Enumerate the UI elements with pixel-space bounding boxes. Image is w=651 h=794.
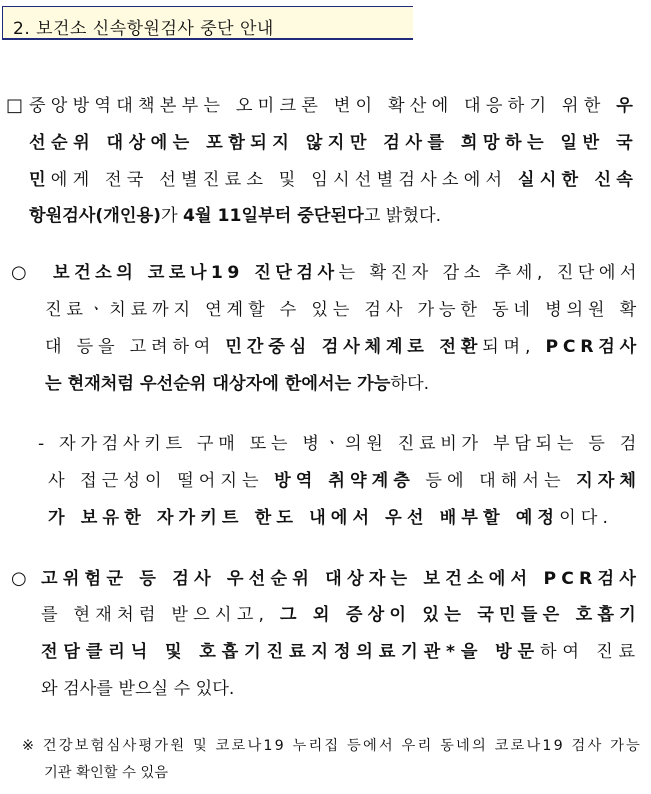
para3-line3: 전담클리닉 및 호흡기진료지정의료기관*을 방문하여 진료	[41, 642, 641, 662]
para2-line2: 진료ㆍ치료까지 연계할 수 있는 검사 가능한 동네 병의원 확	[45, 300, 641, 320]
para2-line3: 대 등을 고려하여 민간중심 검사체계로 전환되며, PCR검사	[45, 337, 641, 357]
para1-line4: 항원검사(개인용)가 4월 11일부터 중단된다고 밝혔다.	[29, 206, 442, 226]
para3-line2: 를 현재처럼 받으시고, 그 외 증상이 있는 국민들은 호흡기	[41, 605, 641, 625]
sub-line2: 사 접근성이 떨어지는 방역 취약계층 등에 대해서는 지자체	[48, 471, 642, 491]
square-bullet-icon: □	[6, 95, 24, 116]
section-title: 2. 보건소 신속항원검사 중단 안내	[13, 19, 274, 39]
para1-line2: 선순위 대상에는 포함되지 않지만 검사를 희망하는 일반 국	[29, 133, 638, 153]
para2-line4: 는 현재처럼 우선순위 대상자에 한에서는 가능하다.	[45, 374, 430, 394]
para1-line3: 민에게 전국 선별진료소 및 임시선별검사소에서 실시한 신속	[29, 170, 639, 190]
para1-line1: 중앙방역대책본부는 오미크론 변이 확산에 대응하기 위한 우	[29, 96, 638, 116]
footnote-line2: 기관 확인할 수 있음	[44, 765, 169, 781]
para3-line1: 고위험군 등 검사 우선순위 대상자는 보건소에서 PCR검사	[41, 569, 641, 589]
circle-bullet-icon: ○	[11, 262, 27, 283]
sub-line3: 가 보유한 자가키트 한도 내에서 우선 배부할 예정이다.	[48, 508, 614, 528]
para2-line1: 보건소의 코로나19 진단검사는 확진자 감소 추세, 진단에서	[53, 263, 641, 283]
footnote-line1: ※ 건강보험심사평가원 및 코로나19 누리집 등에서 우리 동네의 코로나19 검사 가능	[22, 738, 642, 754]
circle-bullet-icon: ○	[11, 568, 27, 589]
sub-line1: - 자가검사키트 구매 또는 병ㆍ의원 진료비가 부담되는 등 검	[38, 434, 641, 454]
para3-line4: 와 검사를 받으실 수 있다.	[41, 679, 235, 699]
section-title-box	[2, 6, 413, 40]
